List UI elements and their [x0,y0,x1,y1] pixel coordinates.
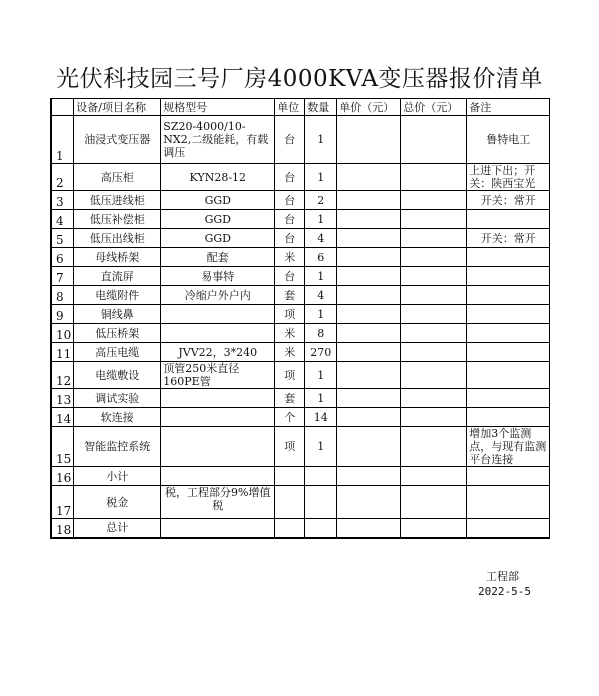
row-spec: 易事特 [161,267,275,286]
row-qty [305,519,337,538]
row-qty [305,467,337,486]
table-row [51,191,550,210]
row-unit: 项 [275,305,305,324]
row-unit: 套 [275,389,305,408]
row-total [401,324,467,343]
header-total: 总价（元） [401,99,467,116]
row-note [467,343,550,362]
row-item: 税金 [74,486,161,519]
row-note [467,486,550,519]
row-price [337,467,401,486]
row-note [467,305,550,324]
table-row [51,486,550,519]
row-qty: 1 [305,267,337,286]
row-spec [161,305,275,324]
row-price [337,191,401,210]
row-total [401,286,467,305]
row-unit [275,486,305,519]
row-spec [161,467,275,486]
table-row [51,467,550,486]
row-number: 3 [51,191,74,210]
row-total [401,467,467,486]
row-item: 直流屏 [74,267,161,286]
row-unit: 套 [275,286,305,305]
table-row [51,408,550,427]
row-total [401,210,467,229]
row-total [401,427,467,467]
row-total [401,362,467,389]
row-item: 智能监控系统 [74,427,161,467]
row-qty: 1 [305,305,337,324]
row-number: 8 [51,286,74,305]
row-spec: 冷缩户外户内 [161,286,275,305]
table-row [51,116,550,164]
row-note: 增加3个监测点，与现有监测平台连接 [467,427,550,467]
row-unit: 台 [275,229,305,248]
header-unit: 单位 [275,99,305,116]
row-price [337,286,401,305]
row-number: 11 [51,343,74,362]
table-row [51,248,550,267]
row-note [467,210,550,229]
footer-department: 工程部 [486,570,519,583]
row-number: 2 [51,164,74,191]
row-note [467,467,550,486]
row-item: 小计 [74,467,161,486]
row-item: 软连接 [74,408,161,427]
row-number: 18 [51,519,74,538]
row-unit: 个 [275,408,305,427]
row-number: 7 [51,267,74,286]
table-row [51,389,550,408]
row-note [467,248,550,267]
row-qty: 1 [305,164,337,191]
row-price [337,427,401,467]
header-spec: 规格型号 [161,99,275,116]
row-qty: 14 [305,408,337,427]
row-item: 调试实验 [74,389,161,408]
row-number: 14 [51,408,74,427]
row-price [337,116,401,164]
row-qty [305,486,337,519]
row-unit: 项 [275,362,305,389]
row-number: 6 [51,248,74,267]
row-item: 高压电缆 [74,343,161,362]
quote-table [50,98,550,539]
row-total [401,267,467,286]
row-note [467,362,550,389]
row-spec: GGD [161,191,275,210]
row-total [401,229,467,248]
header-note: 备注 [467,99,550,116]
row-item: 母线桥架 [74,248,161,267]
row-spec: 税，工程部分9%增值税 [161,486,275,519]
row-unit: 米 [275,343,305,362]
row-note [467,519,550,538]
row-total [401,389,467,408]
row-qty: 4 [305,229,337,248]
row-spec [161,324,275,343]
row-unit: 米 [275,324,305,343]
row-unit: 台 [275,210,305,229]
row-note [467,389,550,408]
row-unit: 台 [275,267,305,286]
row-price [337,267,401,286]
row-total [401,408,467,427]
row-note: 鲁特电工 [467,116,550,164]
page-title: 光伏科技园三号厂房4000KVA变压器报价清单 [56,66,543,92]
row-number: 16 [51,467,74,486]
header-price: 单价（元） [337,99,401,116]
row-number: 10 [51,324,74,343]
row-qty: 2 [305,191,337,210]
row-item: 油浸式变压器 [74,116,161,164]
table-row [51,519,550,538]
table-row [51,286,550,305]
row-total [401,116,467,164]
row-note [467,324,550,343]
row-number: 4 [51,210,74,229]
row-price [337,229,401,248]
row-total [401,486,467,519]
row-price [337,210,401,229]
footer-date: 2022-5-5 [478,585,531,598]
row-item: 低压补偿柜 [74,210,161,229]
row-spec: 配套 [161,248,275,267]
row-price [337,324,401,343]
row-item: 低压桥架 [74,324,161,343]
row-note: 上进下出；开关：陕西宝光 [467,164,550,191]
row-unit: 米 [275,248,305,267]
row-price [337,519,401,538]
row-qty: 4 [305,286,337,305]
table-row [51,305,550,324]
row-number: 1 [51,116,74,164]
row-unit [275,519,305,538]
row-total [401,248,467,267]
table-row [51,210,550,229]
row-spec: SZ20-4000/10-NX2,二级能耗，有载调压 [161,116,275,164]
row-qty: 1 [305,389,337,408]
row-total [401,305,467,324]
row-unit: 台 [275,164,305,191]
header-qty: 数量 [305,99,337,116]
row-spec: JVV22，3*240 [161,343,275,362]
row-number: 9 [51,305,74,324]
row-spec: GGD [161,210,275,229]
row-spec [161,389,275,408]
row-qty: 270 [305,343,337,362]
row-spec: KYN28-12 [161,164,275,191]
table-row [51,267,550,286]
row-price [337,164,401,191]
row-qty: 6 [305,248,337,267]
row-qty: 1 [305,210,337,229]
row-price [337,362,401,389]
row-item: 铜线鼻 [74,305,161,324]
row-note [467,408,550,427]
row-qty: 1 [305,427,337,467]
row-price [337,248,401,267]
row-spec: GGD [161,229,275,248]
row-price [337,305,401,324]
header-no [51,99,74,116]
row-price [337,389,401,408]
table-row [51,324,550,343]
row-item: 总计 [74,519,161,538]
row-total [401,164,467,191]
row-spec [161,427,275,467]
header-item: 设备/项目名称 [74,99,161,116]
row-unit: 台 [275,191,305,210]
table-row [51,229,550,248]
row-item: 低压进线柜 [74,191,161,210]
row-spec: 顶管250米直径160PE管 [161,362,275,389]
table-header-row [51,99,550,116]
row-unit: 项 [275,427,305,467]
row-total [401,343,467,362]
row-note [467,286,550,305]
row-price [337,343,401,362]
row-number: 15 [51,427,74,467]
row-item: 高压柜 [74,164,161,191]
row-note: 开关：常开 [467,191,550,210]
row-total [401,519,467,538]
row-price [337,486,401,519]
table-row [51,427,550,467]
row-spec [161,519,275,538]
row-number: 13 [51,389,74,408]
row-note: 开关：常开 [467,229,550,248]
row-spec [161,408,275,427]
row-item: 电缆附件 [74,286,161,305]
row-number: 5 [51,229,74,248]
table-row [51,343,550,362]
row-total [401,191,467,210]
row-unit [275,467,305,486]
row-number: 12 [51,362,74,389]
row-number: 17 [51,486,74,519]
row-qty: 1 [305,116,337,164]
row-qty: 1 [305,362,337,389]
row-price [337,408,401,427]
row-item: 低压出线柜 [74,229,161,248]
row-unit: 台 [275,116,305,164]
table-row [51,362,550,389]
row-qty: 8 [305,324,337,343]
row-note [467,267,550,286]
row-item: 电缆敷设 [74,362,161,389]
table-row [51,164,550,191]
